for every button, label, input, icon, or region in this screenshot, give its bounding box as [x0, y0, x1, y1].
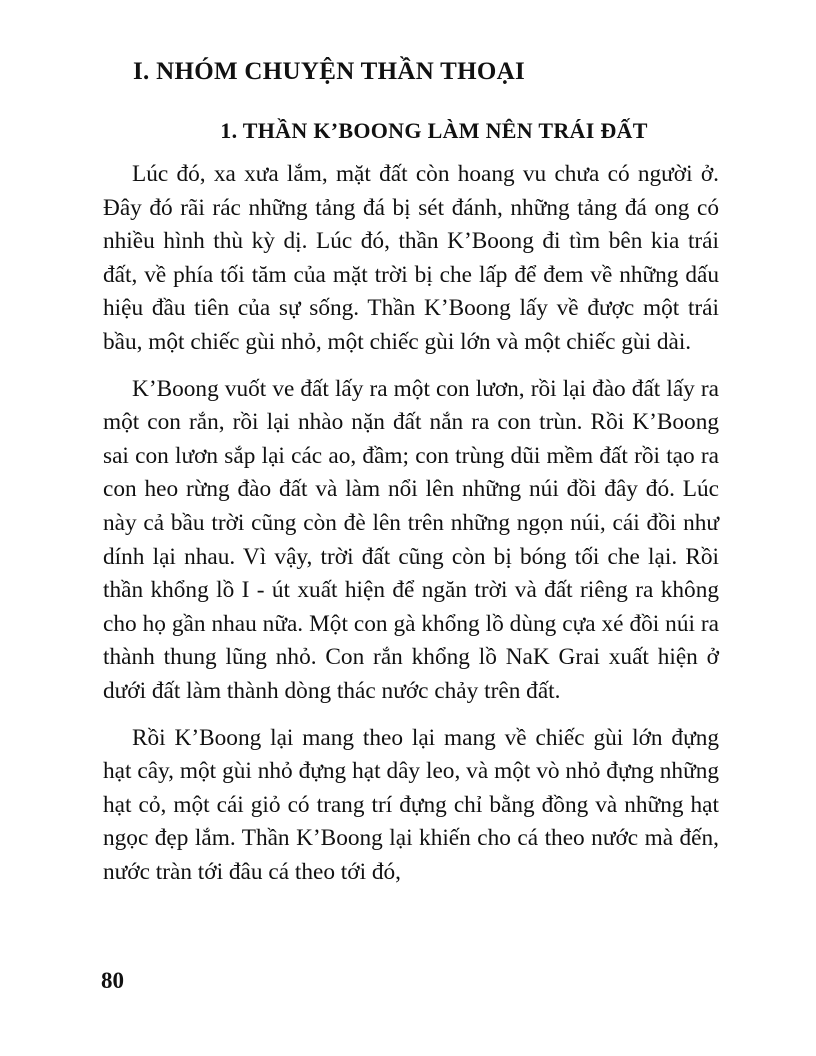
paragraph-3: Rồi K’Boong lại mang theo lại mang về chiếc gùi lớn đựng hạt cây, một gùi nhỏ đựng hạt dây leo, và một vò nhỏ đựng những hạt cỏ, một cái giỏ có trang trí đựng chỉ bằng đồng và những hạt ngọc đẹp lắm. Thần K’Boong lại khiến cho cá theo nước mà đến, nước tràn tới đâu cá theo tới đó,	[103, 724, 719, 885]
paragraph-1: Lúc đó, xa xưa lắm, mặt đất còn hoang vu chưa có người ở. Đây đó rãi rác những tảng đá bị sét đánh, những tảng đá ong có nhiều hình thù kỳ dị. Lúc đó, thần K’Boong đi tìm bên kia trái đất, về phía tối tăm của mặt trời bị che lấp để đem về những dấu hiệu đầu tiên của sự sống. Thần K’Boong lấy về được một trái bầu, một chiếc gùi nhỏ, một chiếc gùi lớn và một chiếc gùi dài.	[103, 161, 719, 355]
chapter-title: 1. THẦN K’BOONG LÀM NÊN TRÁI ĐẤT	[220, 118, 648, 143]
paragraph-2: K’Boong vuốt ve đất lấy ra một con lươn, rồi lại đào đất lấy ra một con rắn, rồi lại nhào nặn đất nắn ra con trùn. Rồi K’Boong sai con lươn sắp lại các ao, đầm; con trùng dũi mềm đất rồi tạo ra con heo rừng đào đất và làm nổi lên những núi đồi đây đó. Lúc này cả bầu trời cũng còn đè lên trên những ngọn núi, cái đồi như dính lại nhau. Vì vậy, trời đất cũng còn bị bóng tối che lại. Rồi thần khổng lồ I - út xuất hiện để ngăn trời và đất riêng ra không cho họ gần nhau nữa. Một con gà khổng lồ dùng cựa xé đồi núi ra thành thung lũng nhỏ. Con rắn khổng lồ NaK Grai xuất hiện ở dưới đất làm thành dòng thác nước chảy trên đất.	[103, 375, 719, 704]
section-title: I. NHÓM CHUYỆN THẦN THOẠI	[133, 58, 526, 85]
page-number: 80	[101, 968, 124, 993]
story-body	[103, 158, 719, 902]
